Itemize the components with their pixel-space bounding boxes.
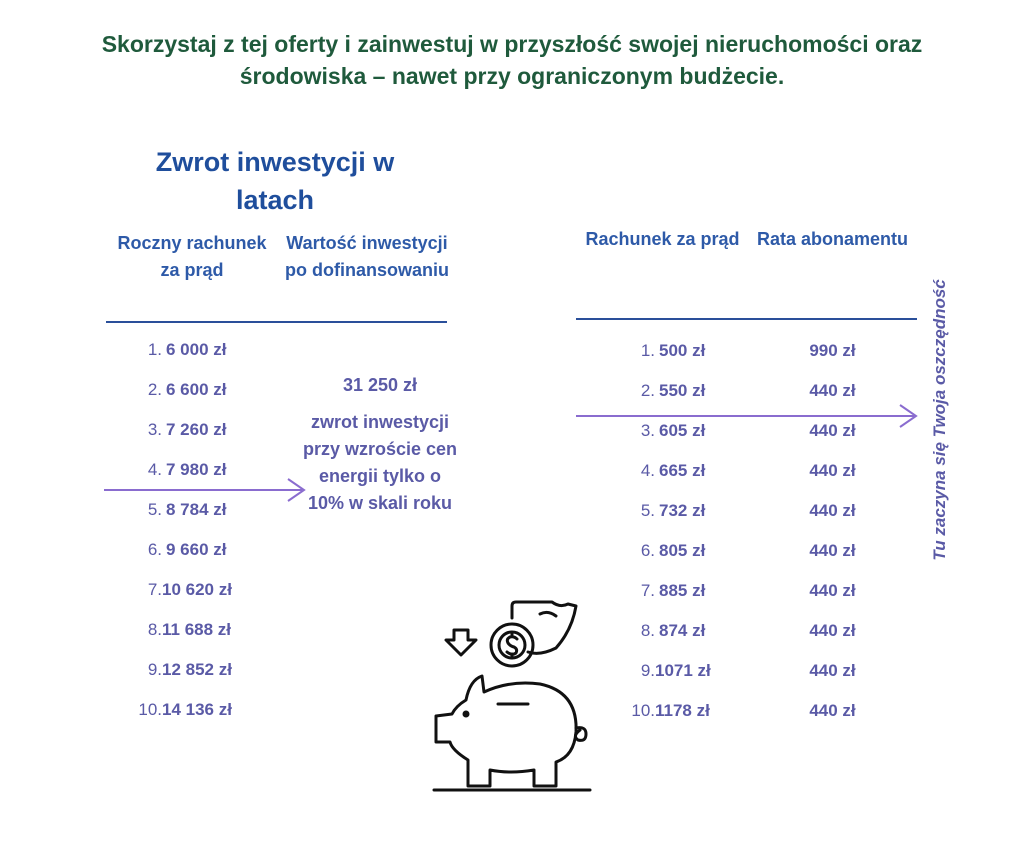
headline: Skorzystaj z tej oferty i zainwestuj w przyszłość swojej nieruchomości oraz środowiska – nawet przy ograniczonym budżecie. — [101, 31, 923, 89]
table-row — [118, 370, 232, 410]
row-number: 1. — [640, 341, 655, 360]
table-row — [118, 450, 232, 490]
row-number: 9. — [640, 661, 655, 680]
row-number: 2. — [147, 380, 162, 399]
savings-note: Tu zaczyna się Twoja oszczędność — [930, 279, 949, 561]
row-number: 9. — [147, 660, 162, 679]
row-number: 1. — [147, 340, 162, 359]
row-value: 12 852 zł — [162, 660, 232, 679]
row-number: 8. — [640, 621, 655, 640]
row-rate: 440 zł — [809, 661, 856, 680]
row-value: 7 260 zł — [166, 420, 227, 439]
row-number: 6. — [640, 541, 655, 560]
row-value: 8 784 zł — [166, 500, 227, 519]
table-row — [605, 611, 711, 651]
row-number: 5. — [147, 500, 162, 519]
row-bill: 732 zł — [659, 501, 706, 520]
table-row — [118, 650, 232, 690]
row-number: 7. — [640, 581, 655, 600]
row-bill: 885 zł — [659, 581, 706, 600]
right-col2-header: Rata abonamentu — [756, 229, 909, 249]
row-value: 6 600 zł — [166, 380, 227, 399]
down-arrow-icon — [446, 630, 476, 655]
row-rate: 990 zł — [809, 341, 856, 360]
table-row — [118, 570, 232, 610]
left-col2-header: Wartość inwestycji po dofinansowaniu — [285, 233, 449, 280]
table-row — [605, 531, 711, 571]
row-rate: 440 zł — [809, 701, 856, 720]
row-rate: 440 zł — [809, 421, 856, 440]
row-bill: 1071 zł — [655, 661, 711, 680]
row-value: 11 688 zł — [162, 620, 232, 639]
row-rate: 440 zł — [809, 541, 856, 560]
row-bill: 805 zł — [659, 541, 706, 560]
row-number: 6. — [147, 540, 162, 559]
table-row — [605, 331, 711, 371]
right-table-bills — [605, 331, 711, 731]
row-bill: 665 zł — [659, 461, 706, 480]
row-number: 3. — [147, 420, 162, 439]
row-number: 10. — [631, 701, 655, 720]
row-number: 10. — [138, 700, 162, 719]
row-value: 9 660 zł — [166, 540, 227, 559]
row-value: 7 980 zł — [166, 460, 227, 479]
section-title: Zwrot inwestycji w latach — [155, 147, 395, 215]
row-number: 7. — [147, 580, 162, 599]
table-row — [605, 411, 711, 451]
table-row — [118, 610, 232, 650]
table-row — [118, 330, 232, 370]
table-row — [118, 530, 232, 570]
row-number: 8. — [147, 620, 162, 639]
row-bill: 874 zł — [659, 621, 706, 640]
left-col1-header: Roczny rachunek za prąd — [117, 233, 267, 280]
row-number: 5. — [640, 501, 655, 520]
table-row — [605, 571, 711, 611]
row-number: 4. — [640, 461, 655, 480]
table-row — [605, 451, 711, 491]
row-rate: 440 zł — [809, 461, 856, 480]
row-value: 14 136 zł — [162, 700, 232, 719]
investment-description — [300, 372, 460, 517]
row-value: 10 620 zł — [162, 580, 232, 599]
row-bill: 1178 zł — [655, 701, 710, 720]
piggy-bank-icon — [434, 676, 590, 790]
investment-note: zwrot inwestycji przy wzroście cen energii tylko o 10% w skali roku — [302, 412, 458, 513]
row-number: 4. — [147, 460, 162, 479]
row-bill: 550 zł — [659, 381, 706, 400]
table-row — [605, 651, 711, 691]
coin-hand-icon — [491, 602, 576, 666]
table-row — [605, 491, 711, 531]
table-row — [605, 691, 711, 731]
row-rate: 440 zł — [809, 581, 856, 600]
row-number: 3. — [640, 421, 655, 440]
row-rate: 440 zł — [809, 621, 856, 640]
row-value: 6 000 zł — [166, 340, 227, 359]
investment-value: 31 250 zł — [342, 375, 418, 395]
right-table-rates — [780, 331, 885, 731]
table-row — [118, 490, 232, 530]
row-number: 2. — [640, 381, 655, 400]
row-rate: 440 zł — [809, 501, 856, 520]
table-row — [605, 371, 711, 411]
row-bill: 605 zł — [659, 421, 706, 440]
row-rate: 440 zł — [809, 381, 856, 400]
table-row — [118, 410, 232, 450]
table-row — [118, 690, 232, 730]
left-table-body — [118, 330, 232, 730]
right-col1-header: Rachunek za prąd — [585, 229, 740, 249]
row-bill: 500 zł — [659, 341, 706, 360]
